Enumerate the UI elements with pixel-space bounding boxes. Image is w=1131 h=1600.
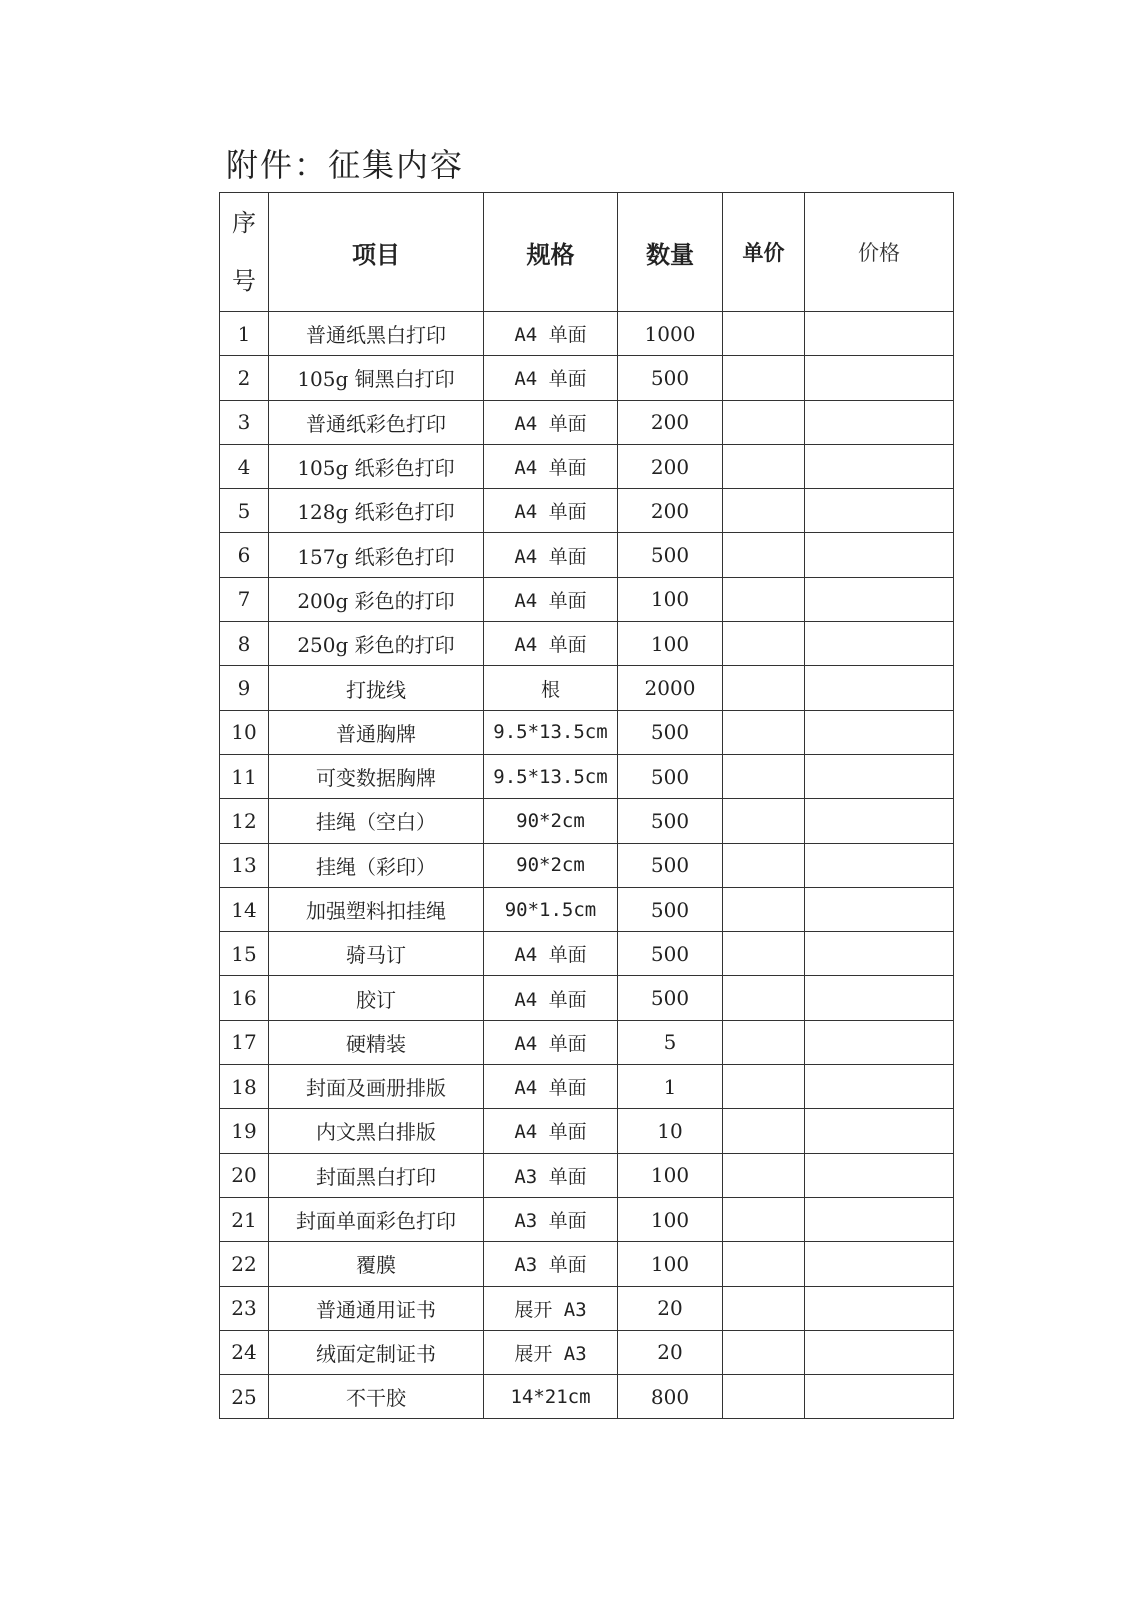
table-row: [220, 1375, 954, 1419]
cell-spec: A4 单面: [484, 356, 618, 400]
table-row: [220, 489, 954, 533]
cell-unit-price: [723, 1109, 805, 1153]
cell-item: 硬精装: [269, 1020, 484, 1064]
cell-spec: A4 单面: [484, 444, 618, 488]
table-row: [220, 976, 954, 1020]
cell-unit-price: [723, 1153, 805, 1197]
page-title: 附件：征集内容: [226, 146, 465, 184]
cell-item: 105g 纸彩色打印: [269, 444, 484, 488]
cell-item: 157g 纸彩色打印: [269, 533, 484, 577]
cell-seq: 10: [220, 710, 269, 754]
cell-price: [805, 1375, 954, 1419]
cell-qty: 100: [618, 1153, 723, 1197]
cell-qty: 2000: [618, 666, 723, 710]
cell-spec: A4 单面: [484, 622, 618, 666]
cell-item: 内文黑白排版: [269, 1109, 484, 1153]
cell-item: 普通纸黑白打印: [269, 312, 484, 356]
cell-price: [805, 577, 954, 621]
cell-price: [805, 710, 954, 754]
cell-item: 挂绳（空白）: [269, 799, 484, 843]
cell-seq: 22: [220, 1242, 269, 1286]
cell-seq: 13: [220, 843, 269, 887]
header-unit-price: 单价: [723, 193, 805, 312]
cell-spec: A4 单面: [484, 1020, 618, 1064]
header-price: 价格: [805, 193, 954, 312]
cell-spec: 展开 A3: [484, 1286, 618, 1330]
cell-item: 挂绳（彩印）: [269, 843, 484, 887]
cell-spec: A4 单面: [484, 533, 618, 577]
table-row: [220, 622, 954, 666]
cell-price: [805, 533, 954, 577]
cell-qty: 200: [618, 444, 723, 488]
cell-item: 可变数据胸牌: [269, 754, 484, 798]
cell-price: [805, 622, 954, 666]
cell-qty: 500: [618, 976, 723, 1020]
table-row: [220, 444, 954, 488]
cell-spec: A4 单面: [484, 932, 618, 976]
cell-qty: 20: [618, 1286, 723, 1330]
collection-table: [219, 192, 954, 1419]
cell-item: 105g 铜黑白打印: [269, 356, 484, 400]
header-item: 项目: [269, 193, 484, 312]
cell-qty: 5: [618, 1020, 723, 1064]
table-row: [220, 1065, 954, 1109]
cell-unit-price: [723, 1286, 805, 1330]
cell-spec: A3 单面: [484, 1242, 618, 1286]
table-row: [220, 932, 954, 976]
cell-price: [805, 843, 954, 887]
cell-item: 250g 彩色的打印: [269, 622, 484, 666]
cell-qty: 500: [618, 799, 723, 843]
cell-unit-price: [723, 312, 805, 356]
cell-unit-price: [723, 976, 805, 1020]
cell-item: 普通纸彩色打印: [269, 400, 484, 444]
cell-spec: 9.5*13.5cm: [484, 710, 618, 754]
cell-seq: 19: [220, 1109, 269, 1153]
cell-unit-price: [723, 1197, 805, 1241]
cell-item: 普通通用证书: [269, 1286, 484, 1330]
table-row: [220, 533, 954, 577]
cell-price: [805, 754, 954, 798]
table-row: [220, 887, 954, 931]
cell-spec: A3 单面: [484, 1153, 618, 1197]
table-row: [220, 312, 954, 356]
table-row: [220, 577, 954, 621]
cell-spec: 9.5*13.5cm: [484, 754, 618, 798]
cell-qty: 200: [618, 400, 723, 444]
cell-seq: 25: [220, 1375, 269, 1419]
cell-unit-price: [723, 533, 805, 577]
cell-spec: A4 单面: [484, 1065, 618, 1109]
cell-seq: 12: [220, 799, 269, 843]
cell-unit-price: [723, 400, 805, 444]
cell-spec: A4 单面: [484, 400, 618, 444]
cell-qty: 1: [618, 1065, 723, 1109]
table-row: [220, 799, 954, 843]
cell-item: 不干胶: [269, 1375, 484, 1419]
cell-seq: 18: [220, 1065, 269, 1109]
cell-unit-price: [723, 622, 805, 666]
table-row: [220, 400, 954, 444]
table-row: [220, 1286, 954, 1330]
cell-unit-price: [723, 1330, 805, 1374]
cell-item: 200g 彩色的打印: [269, 577, 484, 621]
cell-unit-price: [723, 799, 805, 843]
header-seq: [220, 193, 269, 312]
table-row: [220, 356, 954, 400]
cell-item: 封面黑白打印: [269, 1153, 484, 1197]
cell-qty: 100: [618, 1242, 723, 1286]
table-row: [220, 1242, 954, 1286]
cell-seq: 3: [220, 400, 269, 444]
cell-price: [805, 444, 954, 488]
cell-price: [805, 932, 954, 976]
cell-unit-price: [723, 710, 805, 754]
cell-unit-price: [723, 666, 805, 710]
cell-spec: A4 单面: [484, 489, 618, 533]
table-row: [220, 843, 954, 887]
cell-qty: 100: [618, 622, 723, 666]
cell-seq: 5: [220, 489, 269, 533]
cell-price: [805, 976, 954, 1020]
cell-seq: 14: [220, 887, 269, 931]
cell-qty: 500: [618, 887, 723, 931]
cell-unit-price: [723, 1375, 805, 1419]
table-row: [220, 1020, 954, 1064]
table-row: [220, 1197, 954, 1241]
cell-unit-price: [723, 444, 805, 488]
table-header-row: [220, 193, 954, 312]
cell-seq: 24: [220, 1330, 269, 1374]
cell-item: 绒面定制证书: [269, 1330, 484, 1374]
cell-seq: 16: [220, 976, 269, 1020]
cell-price: [805, 400, 954, 444]
cell-spec: A3 单面: [484, 1197, 618, 1241]
cell-unit-price: [723, 356, 805, 400]
cell-item: 骑马订: [269, 932, 484, 976]
table-row: [220, 1153, 954, 1197]
cell-unit-price: [723, 843, 805, 887]
cell-spec: A4 单面: [484, 1109, 618, 1153]
cell-qty: 10: [618, 1109, 723, 1153]
cell-price: [805, 1286, 954, 1330]
cell-seq: 21: [220, 1197, 269, 1241]
cell-spec: 90*2cm: [484, 799, 618, 843]
cell-spec: 14*21cm: [484, 1375, 618, 1419]
cell-qty: 1000: [618, 312, 723, 356]
table-row: [220, 1330, 954, 1374]
cell-qty: 500: [618, 533, 723, 577]
cell-seq: 6: [220, 533, 269, 577]
cell-price: [805, 312, 954, 356]
cell-item: 胶订: [269, 976, 484, 1020]
cell-unit-price: [723, 754, 805, 798]
header-seq-top: 序: [232, 209, 256, 237]
cell-item: 加强塑料扣挂绳: [269, 887, 484, 931]
table-body: [220, 312, 954, 1419]
header-spec: 规格: [484, 193, 618, 312]
cell-qty: 20: [618, 1330, 723, 1374]
cell-qty: 200: [618, 489, 723, 533]
cell-qty: 800: [618, 1375, 723, 1419]
cell-seq: 4: [220, 444, 269, 488]
cell-item: 普通胸牌: [269, 710, 484, 754]
table-row: [220, 1109, 954, 1153]
cell-spec: 展开 A3: [484, 1330, 618, 1374]
cell-spec: A4 单面: [484, 312, 618, 356]
cell-item: 128g 纸彩色打印: [269, 489, 484, 533]
table-row: [220, 710, 954, 754]
cell-seq: 15: [220, 932, 269, 976]
header-qty: 数量: [618, 193, 723, 312]
cell-qty: 500: [618, 843, 723, 887]
cell-unit-price: [723, 932, 805, 976]
cell-spec: 90*2cm: [484, 843, 618, 887]
cell-qty: 100: [618, 577, 723, 621]
cell-qty: 500: [618, 710, 723, 754]
cell-spec: 根: [484, 666, 618, 710]
cell-price: [805, 1242, 954, 1286]
cell-unit-price: [723, 577, 805, 621]
cell-spec: A4 单面: [484, 976, 618, 1020]
cell-price: [805, 666, 954, 710]
cell-seq: 9: [220, 666, 269, 710]
cell-price: [805, 1197, 954, 1241]
cell-unit-price: [723, 1242, 805, 1286]
cell-price: [805, 799, 954, 843]
cell-price: [805, 1109, 954, 1153]
cell-unit-price: [723, 1065, 805, 1109]
header-seq-bottom: 号: [232, 267, 256, 295]
cell-qty: 500: [618, 356, 723, 400]
cell-price: [805, 887, 954, 931]
cell-price: [805, 1330, 954, 1374]
cell-price: [805, 356, 954, 400]
cell-seq: 7: [220, 577, 269, 621]
cell-spec: A4 单面: [484, 577, 618, 621]
cell-seq: 20: [220, 1153, 269, 1197]
cell-seq: 23: [220, 1286, 269, 1330]
cell-unit-price: [723, 489, 805, 533]
cell-qty: 100: [618, 1197, 723, 1241]
cell-seq: 1: [220, 312, 269, 356]
cell-spec: 90*1.5cm: [484, 887, 618, 931]
cell-price: [805, 1153, 954, 1197]
cell-qty: 500: [618, 932, 723, 976]
cell-seq: 2: [220, 356, 269, 400]
cell-seq: 17: [220, 1020, 269, 1064]
cell-price: [805, 1065, 954, 1109]
cell-item: 打拢线: [269, 666, 484, 710]
cell-item: 封面及画册排版: [269, 1065, 484, 1109]
cell-price: [805, 489, 954, 533]
cell-item: 覆膜: [269, 1242, 484, 1286]
cell-qty: 500: [618, 754, 723, 798]
cell-seq: 11: [220, 754, 269, 798]
cell-item: 封面单面彩色打印: [269, 1197, 484, 1241]
table-row: [220, 666, 954, 710]
table-row: [220, 754, 954, 798]
cell-price: [805, 1020, 954, 1064]
cell-unit-price: [723, 1020, 805, 1064]
cell-unit-price: [723, 887, 805, 931]
cell-seq: 8: [220, 622, 269, 666]
